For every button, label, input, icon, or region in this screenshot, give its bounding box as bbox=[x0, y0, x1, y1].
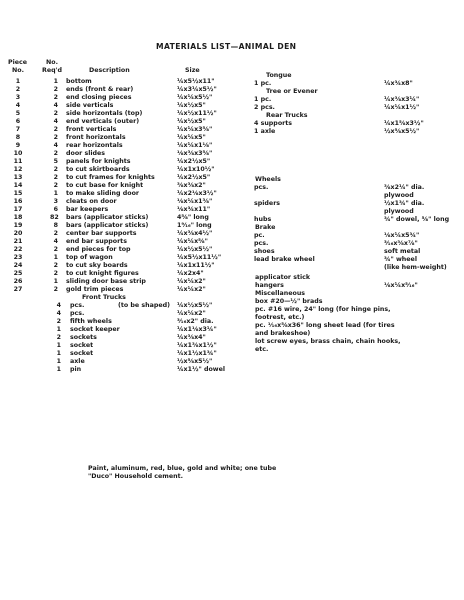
tongue-heading: Tongue bbox=[266, 72, 292, 79]
piece-size: ¼x2⅛x3½" bbox=[177, 190, 217, 197]
required-count: 82 bbox=[50, 214, 59, 221]
truck-size: ½x⅝x5½" bbox=[177, 358, 213, 365]
list-item bbox=[0, 135, 270, 143]
required-count: 2 bbox=[53, 246, 58, 253]
applicator-label: applicator stick bbox=[255, 274, 311, 281]
required-count: 2 bbox=[53, 150, 58, 157]
piece-description: top of wagon bbox=[66, 254, 113, 261]
truck-count: 2 bbox=[56, 318, 61, 325]
piece-size: 1⁹⁄₁₆" long bbox=[177, 222, 212, 229]
tree-value: ¼x⅜x3¼" bbox=[384, 96, 420, 103]
required-count: 1 bbox=[53, 190, 58, 197]
piece-number: 14 bbox=[13, 182, 23, 189]
truck-part: pcs. bbox=[70, 310, 85, 317]
piece-description: rear horizontals bbox=[66, 142, 123, 149]
brake-label: shoes bbox=[254, 248, 275, 255]
truck-part: pin bbox=[70, 366, 82, 373]
truck-part: pcs. bbox=[70, 302, 85, 309]
truck-part: socket keeper bbox=[70, 326, 120, 333]
wheels-heading: Wheels bbox=[255, 176, 281, 183]
required-count: 1 bbox=[53, 278, 58, 285]
piece-size: ⅛x⅜x3⅝" bbox=[177, 150, 213, 157]
piece-size: ¼x½x5½" bbox=[177, 246, 213, 253]
required-count: 4 bbox=[53, 142, 58, 149]
piece-number: 19 bbox=[13, 222, 23, 229]
piece-size: ¼x¼x5" bbox=[177, 134, 206, 141]
piece-description: gold trim pieces bbox=[66, 286, 124, 293]
list-item bbox=[0, 351, 270, 359]
piece-description: cleats on door bbox=[66, 198, 117, 205]
piece-description: end verticals (outer) bbox=[66, 118, 140, 125]
list-item bbox=[247, 339, 462, 347]
piece-size: ¼x¼x2" bbox=[177, 286, 206, 293]
piece-size: ¼x½x11½" bbox=[177, 110, 217, 117]
list-item bbox=[0, 367, 270, 375]
right-column bbox=[247, 73, 462, 355]
list-item bbox=[247, 233, 462, 241]
list-item bbox=[0, 335, 270, 343]
truck-part: sockets bbox=[70, 334, 97, 341]
truck-count: 1 bbox=[56, 342, 61, 349]
piece-description: to cut skirtboards bbox=[66, 166, 130, 173]
piece-size: ¼x⅜x4½" bbox=[177, 230, 213, 237]
list-item bbox=[0, 287, 270, 295]
rear_trucks-label: 4 supports bbox=[254, 120, 293, 127]
piece-size: ¼x1x11½" bbox=[177, 262, 215, 269]
piece-number: 21 bbox=[13, 238, 23, 245]
truck-part: axle bbox=[70, 358, 85, 365]
piece-number: 8 bbox=[15, 134, 21, 141]
list-item bbox=[0, 231, 270, 239]
required-count: 5 bbox=[53, 158, 58, 165]
tree-value: ¼x¼x1½" bbox=[384, 104, 420, 111]
header-piece-top: Piece bbox=[8, 59, 28, 66]
wheels-value: ⅜x2¼" dia. bbox=[384, 184, 425, 191]
required-count: 2 bbox=[53, 270, 58, 277]
wheels-label: pcs. bbox=[254, 184, 269, 191]
list-item bbox=[0, 119, 270, 127]
tongue-label: 1 pc. bbox=[254, 80, 272, 87]
required-count: 2 bbox=[53, 262, 58, 269]
piece-description: center bar supports bbox=[66, 230, 137, 237]
truck-count: 1 bbox=[56, 366, 61, 373]
piece-size: ⅛x¼x1⅜" bbox=[177, 198, 213, 205]
truck-size: ¼x1½" dowel bbox=[177, 366, 226, 373]
piece-description: to cut frames for knights bbox=[66, 174, 155, 181]
piece-description: to make sliding door bbox=[66, 190, 139, 197]
piece-number: 18 bbox=[13, 214, 23, 221]
required-count: 4 bbox=[53, 238, 58, 245]
piece-number: 10 bbox=[13, 150, 23, 157]
front-trucks-heading: Front Trucks bbox=[82, 294, 126, 301]
piece-number: 16 bbox=[13, 198, 23, 205]
list-item bbox=[0, 95, 270, 103]
misc-heading: Miscellaneous bbox=[255, 290, 306, 297]
truck-size: ¼x¼x2" bbox=[177, 310, 206, 317]
required-count: 2 bbox=[53, 174, 58, 181]
piece-number: 24 bbox=[13, 262, 23, 269]
misc-line: footrest, etc.) bbox=[255, 314, 305, 321]
truck-part: socket bbox=[70, 342, 94, 349]
list-item bbox=[0, 303, 270, 311]
brake-heading: Brake bbox=[255, 224, 276, 231]
wheels-value: plywood bbox=[384, 208, 414, 215]
list-item bbox=[247, 97, 462, 105]
piece-description: bars (applicator sticks) bbox=[66, 214, 149, 221]
brake-label: pcs. bbox=[254, 240, 269, 247]
pieces-list bbox=[0, 79, 270, 375]
piece-description: side verticals bbox=[66, 102, 114, 109]
required-count: 4 bbox=[53, 118, 58, 125]
list-item bbox=[247, 217, 462, 225]
brake-value: soft metal bbox=[384, 248, 421, 255]
required-count: 2 bbox=[53, 286, 58, 293]
list-item bbox=[0, 159, 270, 167]
piece-number: 9 bbox=[15, 142, 21, 149]
piece-description: bars (applicator sticks) bbox=[66, 222, 149, 229]
truck-size: ¼x1⅛x3¼" bbox=[177, 326, 217, 333]
wheels-value: ¾" dowel, ⅝" long bbox=[384, 216, 450, 223]
list-item bbox=[0, 327, 270, 335]
header-no-top: No. bbox=[46, 59, 58, 66]
required-count: 2 bbox=[53, 94, 58, 101]
truck-count: 4 bbox=[56, 302, 61, 309]
piece-description: end closing pieces bbox=[66, 94, 132, 101]
piece-description: to cut base for knight bbox=[66, 182, 144, 189]
misc-line: pc. #16 wire, 24" long (for hinge pins, bbox=[255, 306, 391, 313]
list-item bbox=[247, 129, 462, 137]
piece-description: bottom bbox=[66, 78, 92, 85]
piece-description: end pieces for top bbox=[66, 246, 131, 253]
tree-label: 2 pcs. bbox=[254, 104, 275, 111]
list-item bbox=[0, 247, 270, 255]
piece-size: ¼x1x10½" bbox=[177, 166, 215, 173]
piece-size: ¼x½x5" bbox=[177, 102, 206, 109]
truck-size: ¼x⅜x4" bbox=[177, 334, 206, 341]
piece-size: ¼x¼x⅝" bbox=[177, 238, 208, 245]
list-item bbox=[0, 239, 270, 247]
piece-size: 4⅝" long bbox=[177, 214, 209, 221]
footer-line-2: "Duco" Household cement. bbox=[88, 473, 184, 480]
wheels-value: plywood bbox=[384, 192, 414, 199]
piece-number: 6 bbox=[15, 118, 21, 125]
wheels-label: hubs bbox=[254, 216, 272, 223]
header-piece-bottom: No. bbox=[12, 67, 24, 74]
piece-description: front horizontals bbox=[66, 134, 126, 141]
piece-number: 20 bbox=[13, 230, 23, 237]
list-item bbox=[0, 151, 270, 159]
required-count: 6 bbox=[53, 206, 58, 213]
piece-size: ¼x¼x5½" bbox=[177, 94, 213, 101]
piece-number: 27 bbox=[13, 286, 23, 293]
required-count: 8 bbox=[53, 222, 58, 229]
piece-description: front verticals bbox=[66, 126, 117, 133]
piece-description: side horizontals (top) bbox=[66, 110, 143, 117]
required-count: 3 bbox=[53, 198, 58, 205]
list-item bbox=[0, 319, 270, 327]
rear-trucks-heading: Rear Trucks bbox=[266, 112, 308, 119]
misc-line: etc. bbox=[255, 346, 269, 353]
piece-description: to cut sky boards bbox=[66, 262, 128, 269]
truck-note: (to be shaped) bbox=[118, 302, 171, 309]
piece-number: 15 bbox=[13, 190, 23, 197]
misc-line: lot screw eyes, brass chain, chain hooks, bbox=[255, 338, 401, 345]
wheels-value: ½x1¾" dia. bbox=[384, 200, 425, 207]
truck-size: ¼x1½x1¾" bbox=[177, 350, 217, 357]
list-item bbox=[0, 255, 270, 263]
list-item bbox=[247, 121, 462, 129]
list-item bbox=[0, 343, 270, 351]
header-no-bottom: Req'd bbox=[42, 67, 63, 74]
list-item bbox=[0, 87, 270, 95]
truck-part: fifth wheels bbox=[70, 318, 112, 325]
required-count: 2 bbox=[53, 166, 58, 173]
required-count: 1 bbox=[53, 254, 58, 261]
brake-value: (like hem-weight) bbox=[384, 264, 447, 271]
piece-number: 26 bbox=[13, 278, 23, 285]
list-item bbox=[0, 199, 270, 207]
piece-size: ⅛x¾x11" bbox=[177, 206, 211, 213]
piece-size: ¼x¼x2" bbox=[177, 278, 206, 285]
piece-number: 4 bbox=[15, 102, 21, 109]
piece-size: ¼x2½x5" bbox=[177, 158, 211, 165]
piece-size: ¼x3¼x5½" bbox=[177, 86, 217, 93]
list-item bbox=[247, 241, 462, 249]
footer-note bbox=[88, 466, 348, 482]
misc-line: box #20—½" brads bbox=[255, 298, 323, 305]
truck-count: 4 bbox=[56, 310, 61, 317]
piece-number: 12 bbox=[13, 166, 23, 173]
piece-size: ¼x5½x11" bbox=[177, 78, 215, 85]
rear_trucks-value: ¼x1⅝x3½" bbox=[384, 120, 424, 127]
list-item bbox=[247, 185, 462, 193]
piece-description: bar keepers bbox=[66, 206, 109, 213]
piece-description: ends (front & rear) bbox=[66, 86, 134, 93]
tongue-size: ¼x¾x8" bbox=[384, 80, 413, 87]
required-count: 2 bbox=[53, 110, 58, 117]
tree-heading: Tree or Evener bbox=[266, 88, 318, 95]
truck-size: ³⁄₁₆x2" dia. bbox=[177, 318, 214, 325]
misc-line: pc. ¹⁄₁₆x⅝x36" long sheet lead (for tires bbox=[255, 322, 395, 329]
brake-value: ⅛x¼x5¾" bbox=[384, 232, 420, 239]
required-count: 1 bbox=[53, 78, 58, 85]
truck-count: 1 bbox=[56, 358, 61, 365]
piece-number: 17 bbox=[13, 206, 23, 213]
rear_trucks-label: 1 axle bbox=[254, 128, 276, 135]
piece-size: ¼x2x4" bbox=[177, 270, 204, 277]
page-title: MATERIALS LIST—ANIMAL DEN bbox=[156, 42, 297, 51]
piece-description: door slides bbox=[66, 150, 106, 157]
list-item bbox=[0, 311, 270, 319]
tree-label: 1 pc. bbox=[254, 96, 272, 103]
wheels-label: spiders bbox=[254, 200, 281, 207]
piece-size: ¼x½x5" bbox=[177, 118, 206, 125]
list-item bbox=[0, 191, 270, 199]
piece-number: 13 bbox=[13, 174, 23, 181]
truck-part: socket bbox=[70, 350, 94, 357]
piece-number: 23 bbox=[13, 254, 23, 261]
piece-number: 22 bbox=[13, 246, 23, 253]
truck-size: ¼x½x5½" bbox=[177, 302, 213, 309]
piece-number: 25 bbox=[13, 270, 23, 277]
list-item bbox=[0, 79, 270, 87]
brake-label: lead brake wheel bbox=[254, 256, 315, 263]
brake-value: ¾" wheel bbox=[384, 256, 417, 263]
hangers-size: ⅛x¼x⁵⁄₁₆" bbox=[384, 282, 418, 289]
rear_trucks-value: ½x⅝x5½" bbox=[384, 128, 420, 135]
list-item bbox=[0, 143, 270, 151]
list-item bbox=[247, 265, 462, 273]
piece-size: ⅜x⅜x2" bbox=[177, 182, 206, 189]
piece-description: to cut knight figures bbox=[66, 270, 139, 277]
piece-size: ¼x2½x5" bbox=[177, 174, 211, 181]
list-item bbox=[0, 359, 270, 367]
list-item bbox=[247, 347, 462, 355]
piece-number: 11 bbox=[13, 158, 23, 165]
truck-count: 1 bbox=[56, 326, 61, 333]
brake-value: ³⁄₁₆x⅜x⅞" bbox=[384, 240, 418, 247]
header-description: Description bbox=[89, 67, 130, 74]
required-count: 4 bbox=[53, 102, 58, 109]
required-count: 2 bbox=[53, 230, 58, 237]
required-count: 2 bbox=[53, 126, 58, 133]
piece-description: end bar supports bbox=[66, 238, 127, 245]
list-item bbox=[247, 201, 462, 209]
piece-description: sliding door base strip bbox=[66, 278, 146, 285]
required-count: 2 bbox=[53, 86, 58, 93]
piece-number: 1 bbox=[15, 78, 21, 85]
footer-line-1: Paint, aluminum, red, blue, gold and white; one tube bbox=[88, 465, 277, 472]
header-size: Size bbox=[185, 67, 200, 74]
list-item bbox=[0, 279, 270, 287]
brake-label: pc. bbox=[254, 232, 265, 239]
misc-line: and brakeshoe) bbox=[255, 330, 311, 337]
hangers-label: hangers bbox=[255, 282, 284, 289]
piece-size: ¼x¼x3⅝" bbox=[177, 126, 213, 133]
piece-description: panels for knights bbox=[66, 158, 131, 165]
piece-number: 7 bbox=[15, 126, 21, 133]
list-item bbox=[0, 127, 270, 135]
truck-count: 2 bbox=[56, 334, 61, 341]
truck-count: 1 bbox=[56, 350, 61, 357]
truck-size: ¼x1⅜x1½" bbox=[177, 342, 217, 349]
piece-size: ¼x5½x11½" bbox=[177, 254, 222, 261]
required-count: 2 bbox=[53, 182, 58, 189]
required-count: 2 bbox=[53, 134, 58, 141]
piece-number: 2 bbox=[15, 86, 21, 93]
piece-size: ¼x¼x1⅛" bbox=[177, 142, 213, 149]
piece-number: 3 bbox=[15, 94, 21, 101]
piece-number: 5 bbox=[15, 110, 21, 117]
